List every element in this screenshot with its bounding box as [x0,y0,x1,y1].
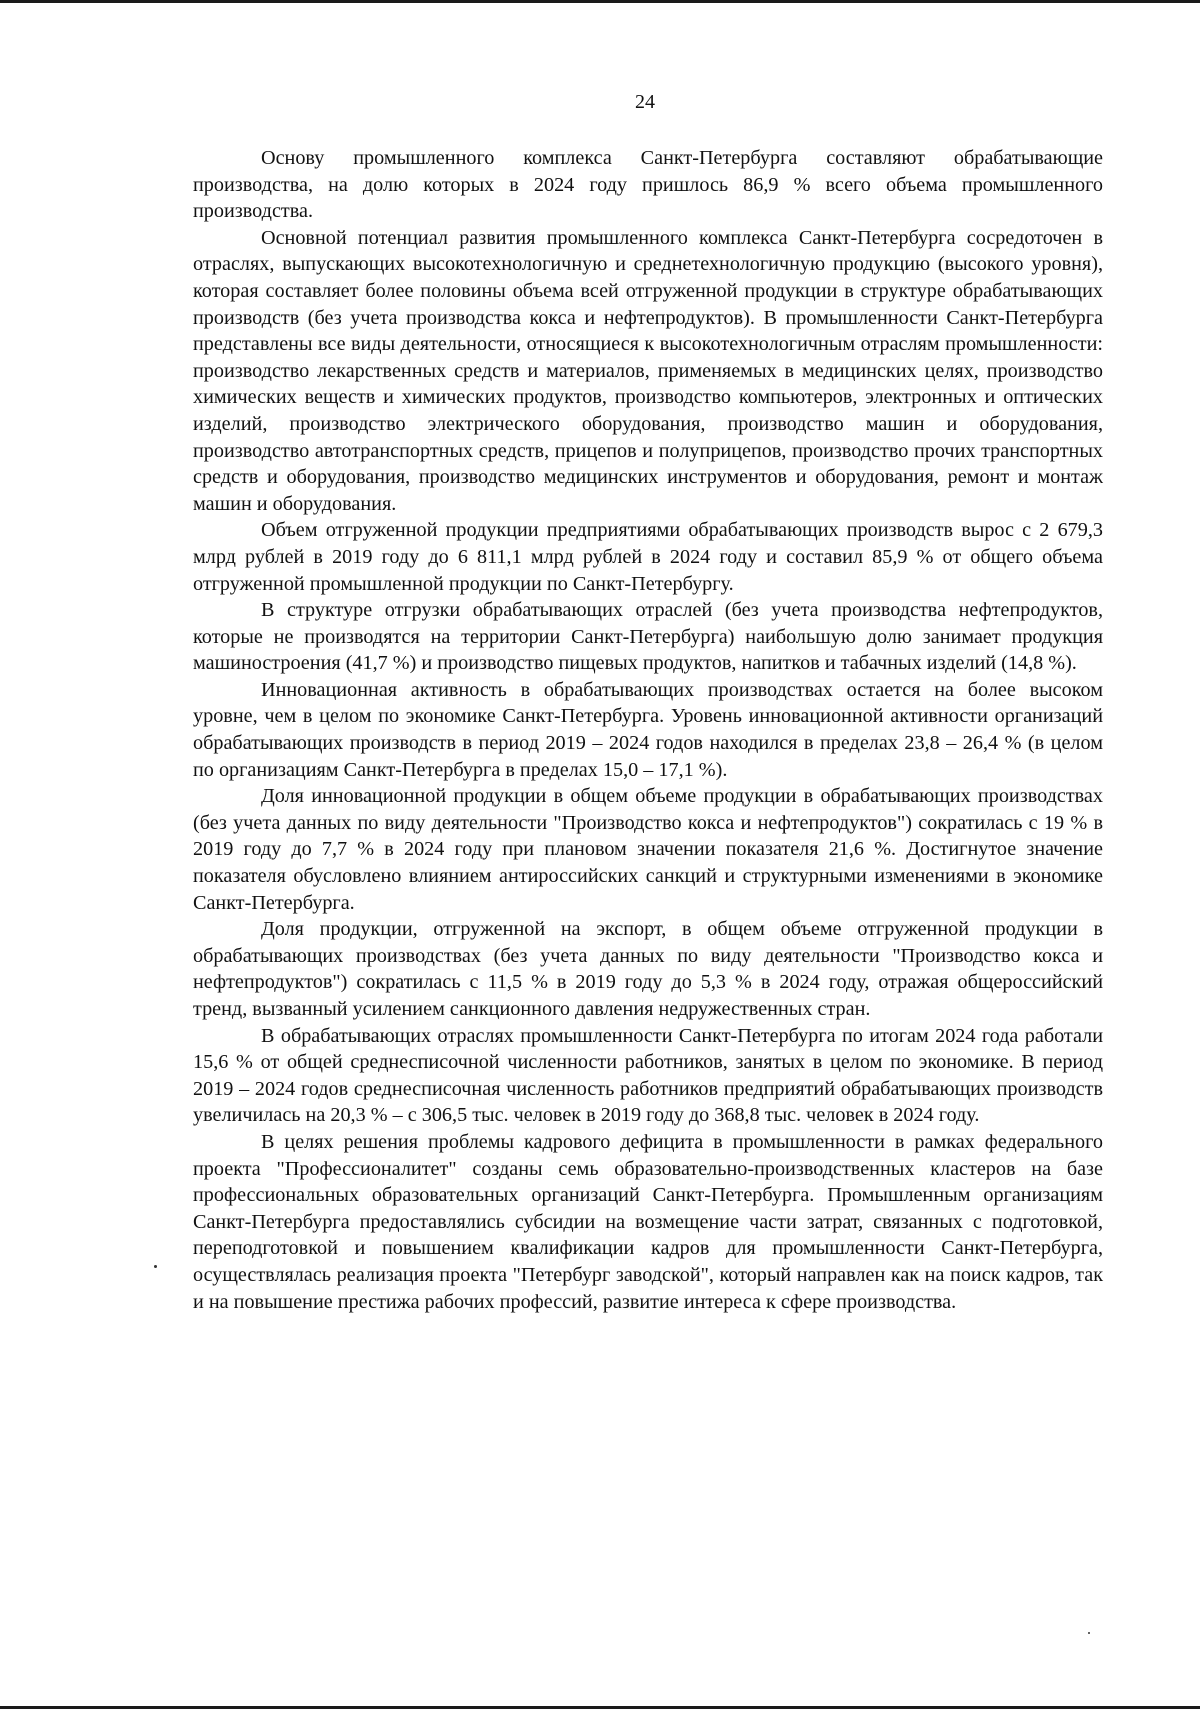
paragraph-export-share: Доля продукции, отгруженной на экспорт, в общем объеме отгруженной продукции в обрабатывающих производствах (без учета данных по виду деятельности "Производство кокса и нефтепродуктов") сократилась с 11,5 % в 2019 году до 5,3 % в 2024 году, отражая общероссийский тренд, вызванный усилением санкционного давления недружественных стран. [193,918,1103,1020]
scan-speck [1088,1632,1090,1634]
document-body [193,145,1103,1315]
paragraph-employment: В обрабатывающих отраслях промышленности Санкт-Петербурга по итогам 2024 года работали 15,6 % от общей среднесписочной численности работников, занятых в целом по экономике. В период 2019 – 2024 годов среднесписочная численность работников предприятий обрабатывающих производств увеличилась на 20,3 % – с 306,5 тыс. человек в 2019 году до 368,8 тыс. человек в 2024 году. [193,1024,1103,1127]
paragraph-development-potential: Основной потенциал развития промышленного комплекса Санкт-Петербурга сосредоточен в отраслях, выпускающих высокотехнологичную и среднетехнологичную продукцию (высокого уровня), которая составляет более половины объема всей отгруженной продукции в структуре обрабатывающих производств (без учета производства кокса и нефтепродуктов). В промышленности Санкт-Петербурга представлены все виды деятельности, относящиеся к высокотехнологичным отраслям промышленности: производство лекарственных средств и материалов, применяемых в медицинских целях, производство химических веществ и химических продуктов, производство компьютеров, электронных и оптических изделий, производство электрического оборудования, производство машин и оборудования, производство автотранспортных средств, прицепов и полуприцепов, производство прочих транспортных средств и оборудования, производство медицинских инструментов и оборудования, ремонт и монтаж машин и оборудования. [193,226,1103,515]
paragraph-innovation-activity: Инновационная активность в обрабатывающих производствах остается на более высоком уровне, чем в целом по экономике Санкт-Петербурга. Уровень инновационной активности организаций обрабатывающих производств в период 2019 – 2024 годов находился в пределах 23,8 – 26,4 % (в целом по организациям Санкт-Петербурга в пределах 15,0 – 17,1 %). [193,678,1103,781]
scan-top-edge [0,0,1200,3]
paragraph-shipment-structure: В структуре отгрузки обрабатывающих отраслей (без учета производства нефтепродуктов, которые не производятся на территории Санкт-Петербурга) наибольшую долю занимает продукция машиностроения (41,7 %) и производство пищевых продуктов, напитков и табачных изделий (14,8 %). [193,599,1103,675]
page-number: 24 [635,91,655,113]
paragraph-shipped-volume: Объем отгруженной продукции предприятиями обрабатывающих производств вырос с 2 679,3 млрд рублей в 2019 году до 6 811,1 млрд рублей в 2024 году и составил 85,9 % от общего объема отгруженной промышленной продукции по Санкт-Петербургу. [193,519,1103,595]
paragraph-manufacturing-share: Основу промышленного комплекса Санкт-Петербурга составляют обрабатывающие производства, на долю которых в 2024 году пришлось 86,9 % всего объема промышленного производства. [193,147,1103,223]
paragraph-innovative-products-share: Доля инновационной продукции в общем объеме продукции в обрабатывающих производствах (без учета данных по виду деятельности "Производство кокса и нефтепродуктов") сократилась с 19 % в 2019 году до 7,7 % в 2024 году при плановом значении показателя 21,6 %. Достигнутое значение показателя обусловлено влиянием антироссийских санкций и структурными изменениями в экономике Санкт-Петербурга. [193,785,1103,914]
paragraph-personnel-shortage: В целях решения проблемы кадрового дефицита в промышленности в рамках федерального проекта "Профессионалитет" созданы семь образовательно-производственных кластеров на базе профессиональных образовательных организаций Санкт-Петербурга. Промышленным организациям Санкт-Петербурга предоставлялись субсидии на возмещение части затрат, связанных с подготовкой, переподготовкой и повышением квалификации кадров для промышленности Санкт-Петербурга, осуществлялась реализация проекта "Петербург заводской", который направлен как на поиск кадров, так и на повышение престижа рабочих профессий, развитие интереса к сфере производства. [193,1130,1103,1313]
scan-speck [154,1265,157,1268]
